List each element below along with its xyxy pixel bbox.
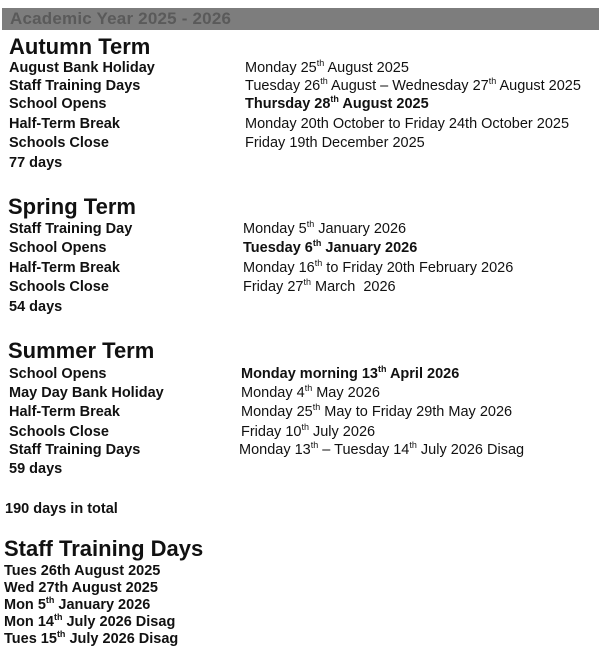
spring-days: 54 days: [9, 299, 63, 315]
training-day-item: Mon 5th January 2026: [4, 595, 151, 613]
training-day-item: Tues 26th August 2025: [4, 563, 161, 579]
autumn-row: [0, 60, 610, 78]
row-value: Monday 25th May to Friday 29th May 2026: [241, 402, 513, 420]
summer-row: [0, 385, 610, 403]
row-value: Monday 13th – Tuesday 14th July 2026 Disag: [239, 440, 525, 458]
row-value: Monday 16th to Friday 20th February 2026: [243, 258, 514, 276]
row-value: Thursday 28th August 2025: [245, 94, 429, 112]
summer-term-title: Summer Term: [8, 338, 155, 363]
row-value: Friday 19th December 2025: [245, 135, 425, 151]
row-label: School Opens: [9, 240, 107, 256]
autumn-row: [0, 96, 610, 114]
spring-row: [0, 240, 610, 258]
staff-training-title: Staff Training Days: [4, 536, 204, 561]
row-value: Tuesday 6th January 2026: [243, 238, 418, 256]
row-value: Monday 5th January 2026: [243, 219, 407, 237]
row-value: Tuesday 26th August – Wednesday 27th August 2025: [245, 76, 581, 94]
row-label: Schools Close: [9, 135, 109, 151]
training-day-item: Mon 14th July 2026 Disag: [4, 612, 176, 630]
row-value: Monday 20th October to Friday 24th October 2025: [245, 116, 570, 132]
autumn-row: [0, 135, 610, 153]
row-label: Half-Term Break: [9, 404, 120, 420]
row-label: Staff Training Days: [9, 442, 141, 458]
autumn-days: 77 days: [9, 155, 63, 171]
summer-row: [0, 366, 610, 384]
row-value: Monday morning 13th April 2026: [241, 364, 460, 382]
training-day-item: Wed 27th August 2025: [4, 580, 158, 596]
training-day-item: Tues 15th July 2026 Disag: [4, 629, 179, 647]
summer-row: [0, 424, 610, 442]
banner-title: Academic Year 2025 - 2026: [10, 9, 232, 28]
spring-row: [0, 279, 610, 297]
autumn-term-title: Autumn Term: [9, 34, 151, 59]
summer-row: [0, 404, 610, 422]
row-label: Schools Close: [9, 424, 109, 440]
spring-row: [0, 221, 610, 239]
row-label: August Bank Holiday: [9, 60, 155, 76]
autumn-row: [0, 78, 610, 96]
summer-days: 59 days: [9, 461, 63, 477]
autumn-row: [0, 116, 610, 134]
spring-term-title: Spring Term: [8, 194, 136, 219]
row-label: Half-Term Break: [9, 260, 120, 276]
row-label: Schools Close: [9, 279, 109, 295]
row-value: Monday 25th August 2025: [245, 58, 409, 76]
row-value: Monday 4th May 2026: [241, 383, 380, 401]
spring-row: [0, 260, 610, 278]
row-value: Friday 10th July 2026: [241, 422, 376, 440]
row-value: Friday 27th March 2026: [243, 277, 396, 295]
row-label: Staff Training Day: [9, 221, 133, 237]
row-label: May Day Bank Holiday: [9, 385, 164, 401]
row-label: Half-Term Break: [9, 116, 120, 132]
row-label: School Opens: [9, 96, 107, 112]
row-label: Staff Training Days: [9, 78, 141, 94]
summer-row: [0, 442, 610, 460]
academic-year-banner: [2, 8, 599, 30]
row-label: School Opens: [9, 366, 107, 382]
total-days: 190 days in total: [5, 501, 118, 517]
